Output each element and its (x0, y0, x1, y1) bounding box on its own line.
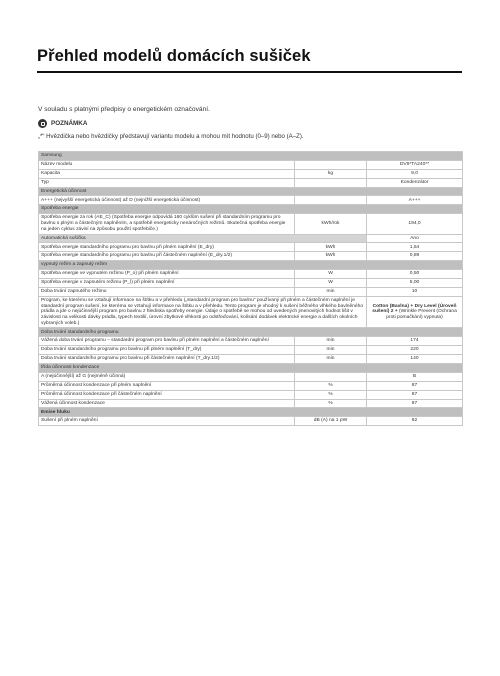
row-label: Spotřeba energie ve vypnutém režimu (P_o) při plném naplnění (39, 270, 295, 279)
row-value: 140 (367, 355, 463, 364)
section-header-condensation: třída účinnosti kondenzace (39, 364, 463, 373)
row-label: Vážená doba trvání programu – standardní program pro bavlnu při plném naplnění a částečném naplnění (39, 337, 295, 346)
row-value: B (367, 372, 463, 381)
program-note: (Wrinkle Prevent (Ochrana proti pomačkání) vypnuta) (386, 309, 457, 320)
row-unit (295, 178, 367, 187)
row-unit: kg (295, 169, 367, 178)
note-label: POZNÁMKA (51, 120, 88, 127)
title-divider (37, 71, 462, 73)
row-label: Spotřeba energie standardního programu pro bavlnu při částečném naplnění (E_dry.1/2) (39, 252, 295, 261)
row-unit (295, 372, 367, 381)
section-header-energy: Energetická účinnost (39, 187, 463, 196)
row-label: A (nejúčinnější) až G (nejméně účinná) (39, 372, 295, 381)
table-row (39, 270, 463, 279)
row-value: Ano (367, 234, 463, 243)
row-label: Spotřeba energie za rok (AE_C) (Spotřeba energie odpovídá 160 cyklům sušení při standardním programu pro bavlnu s plným a částečným naplněním, a spotřebě energeticky nenáročných režimů. Skutečná spotřeba energie na jeden cyklus závisí na způsobu použití spotřebiče.) (39, 214, 295, 234)
table-row (39, 261, 463, 270)
row-label: Sušení při plném naplnění (39, 417, 295, 426)
row-value: 87 (367, 390, 463, 399)
row-value: 220 (367, 346, 463, 355)
row-unit: min (295, 355, 367, 364)
table-row (39, 169, 463, 178)
table-row (39, 346, 463, 355)
table-row (39, 243, 463, 252)
row-label: Průměrná účinnost kondenzace při částečném naplnění (39, 390, 295, 399)
section-header-noise: Emise hluku (39, 408, 463, 417)
row-label: Průměrná účinnost kondenzace při plném naplnění (39, 381, 295, 390)
table-row (39, 278, 463, 287)
table-row (39, 187, 463, 196)
row-label: Název modelu (39, 160, 295, 169)
section-header-consumption: Spotřeba energie (39, 205, 463, 214)
table-row (39, 328, 463, 337)
table-row (39, 178, 463, 187)
table-row (39, 152, 463, 161)
row-label: Doba trvání standardního programu pro bavlnu při částečném naplnění (T_dry.1/2) (39, 355, 295, 364)
row-label: Kapacita (39, 169, 295, 178)
table-row (39, 214, 463, 234)
row-label: Vážená účinnost kondenzace (39, 399, 295, 408)
table-row (39, 417, 463, 426)
table-row (39, 337, 463, 346)
row-value: 0,50 (367, 270, 463, 279)
row-unit (295, 196, 367, 205)
row-value: 9,0 (367, 169, 463, 178)
intro-text: V souladu s platnými předpisy o energetickém označování. (38, 106, 210, 113)
table-row (39, 355, 463, 364)
note-icon (38, 119, 47, 128)
table-row (39, 372, 463, 381)
table-row (39, 364, 463, 373)
table-row (39, 234, 463, 243)
row-value: 87 (367, 381, 463, 390)
table-row (39, 287, 463, 296)
row-unit: kWh (295, 243, 367, 252)
row-value: 194,0 (367, 214, 463, 234)
note-heading (38, 119, 87, 128)
brand-header: Samsung (39, 152, 463, 161)
row-label: Doba trvání standardního programu pro bavlnu při plném naplnění (T_dry) (39, 346, 295, 355)
row-value: 87 (367, 399, 463, 408)
row-value: Kondenzátor (367, 178, 463, 187)
section-header-power-modes: vypnutý režim a zapnutý režim (39, 261, 463, 270)
row-unit: min (295, 287, 367, 296)
row-label: Typ (39, 178, 295, 187)
row-label: Spotřeba energie v zapnutém režimu (P_l) při plném naplnění (39, 278, 295, 287)
row-unit: kWh/rok (295, 214, 367, 234)
row-unit: W (295, 278, 367, 287)
table-row (39, 390, 463, 399)
table-row (39, 252, 463, 261)
table-row (39, 381, 463, 390)
table-row (39, 399, 463, 408)
row-value (367, 296, 463, 328)
table-row (39, 408, 463, 417)
row-unit: min (295, 337, 367, 346)
row-unit: kWh (295, 252, 367, 261)
row-value: A+++ (367, 196, 463, 205)
table-row (39, 296, 463, 328)
row-value: DV9*TA240** (367, 160, 463, 169)
row-value: 174 (367, 337, 463, 346)
row-unit: % (295, 399, 367, 408)
row-value: 0,89 (367, 252, 463, 261)
row-label: Spotřeba energie standardního programu pro bavlnu při plném naplnění (E_dry) (39, 243, 295, 252)
row-label: Program, ke kterému se vztahují informace na štítku a v přehledu („standardní program pro bavlnu“ používaný při plném a částečném naplnění je standardní program sušení, ke kterému se vztahují informace na štítku a v přehledu. Tento program je vhodný k sušení běžného vlhkého bavlněného prádla a jde o nejúčinnější program pro bavlnu z hlediska spotřeby energie. Údaje o spotřebě se mohou od uvedených jmenovitých hodnot lišit v závislosti na velikosti dávky prádla, typech textilií, úrovní zbytkové vlhkosti po odstřeďování, kolísání dodávek elektrické energie a dalších okolních vybraných voleb.) (39, 296, 367, 328)
row-unit: W (295, 270, 367, 279)
program-name: Cotton (Bavlna) + Dry Level (Úroveň sušení) 2 + (372, 303, 457, 315)
row-value: 1,54 (367, 243, 463, 252)
section-header-automatic: Automatická sušička (39, 234, 367, 243)
row-value: 10 (367, 287, 463, 296)
row-unit: % (295, 390, 367, 399)
row-unit: dB (A) na 1 pW (295, 417, 367, 426)
dryer-spec-table (38, 151, 463, 426)
row-value: 62 (367, 417, 463, 426)
note-text: „*“ Hvězdička nebo hvězdičky představují variantu modelu a mohou mít hodnotu (0–9) nebo (A–Z). (38, 133, 304, 140)
table-row (39, 205, 463, 214)
row-label: Doba trvání zapnutého režimu (39, 287, 295, 296)
row-unit (295, 160, 367, 169)
row-label: A+++ (nejvyšší energetická účinnost) až D (nejnižší energetická účinnost) (39, 196, 295, 205)
page-title: Přehled modelů domácích sušiček (37, 47, 311, 65)
table-row (39, 160, 463, 169)
row-value: 5,00 (367, 278, 463, 287)
section-header-duration: Doba trvání standardního programu (39, 328, 463, 337)
row-unit: min (295, 346, 367, 355)
row-unit: % (295, 381, 367, 390)
table-row (39, 196, 463, 205)
